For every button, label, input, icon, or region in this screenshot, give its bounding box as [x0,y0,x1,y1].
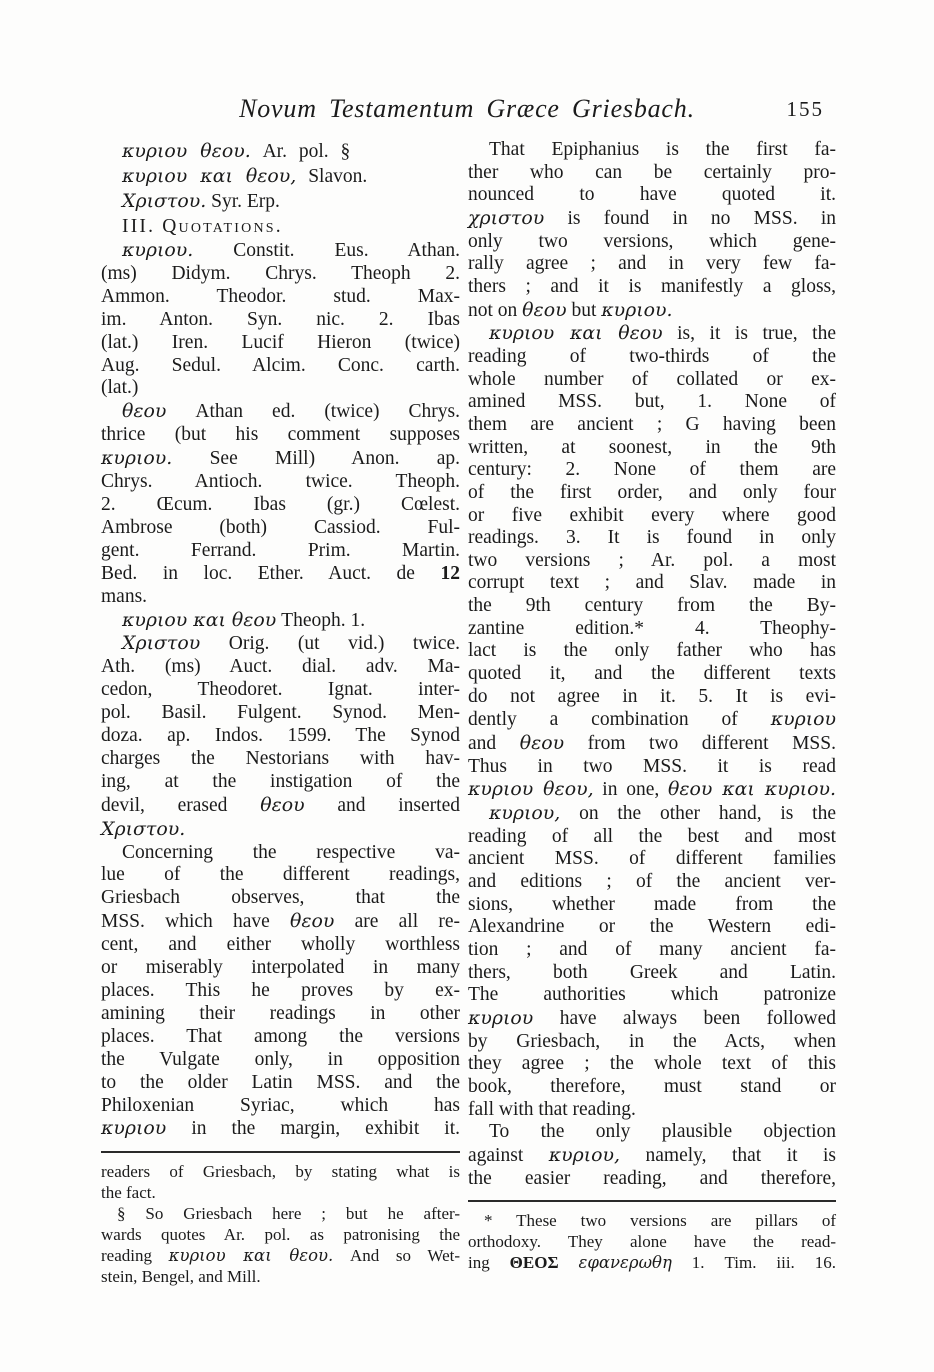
greek-text: κυριου και θεου [122,608,277,631]
text-line [101,447,460,471]
text-line [468,276,836,299]
text-line [101,957,460,980]
text-line [101,1203,460,1224]
text-line [101,494,460,517]
text-segment: nounced to have quoted it. [468,184,836,206]
text-line [101,842,460,865]
text-segment: thrice (but his comment supposes [101,424,460,446]
page-number: 155 [786,97,824,121]
paragraph-block [101,139,460,239]
text-line [468,322,836,346]
text-line [101,632,460,656]
text-segment: is, it is true, the [662,323,836,345]
text-line [101,214,460,239]
text-segment: Orig. (ut vid.) twice. [200,633,460,655]
text-segment: lue of the different readings, [101,864,460,886]
text-segment: against [468,1144,549,1166]
greek-text: θεου [290,910,335,933]
text-segment: 2. Œcum. Ibas (gr.) Cœlest. [101,493,460,515]
text-line [101,1182,460,1203]
greek-text: κυριου θεου. [122,140,251,162]
text-segment: from two different MSS. [564,733,837,755]
text-line [468,207,836,231]
text-segment: pol. Basil. Fulgent. Synod. Men- [101,702,460,724]
text-line [101,679,460,702]
text-segment: them are ancient ; G having been [468,413,836,435]
text-segment: they agree ; the whole text of this [468,1053,836,1075]
paragraph-block [101,609,460,633]
greek-text: θεου [519,732,565,755]
text-line [468,1031,836,1054]
text-segment: do not agree in it. 5. It is evi- [468,685,836,707]
text-segment: Ar. pol. § [250,141,351,162]
text-line [101,1161,460,1182]
text-segment: and editions ; of the ancient ver- [468,871,836,892]
greek-text: Χριστου [122,632,201,655]
paragraph-block [468,322,836,802]
text-segment: amined MSS. but, 1. None of [468,391,836,413]
text-line [468,916,836,939]
text-segment: reading [101,1246,169,1266]
text-segment: devil, erased [101,794,261,816]
paragraph-block [468,802,836,1121]
text-segment: sions, whether made from the [468,893,836,915]
text-line [101,1117,460,1141]
text-segment: readers of Griesbach, by stating what is [101,1162,460,1182]
text-segment: the fact. [101,1183,156,1203]
text-segment: doza. ap. Indos. 1599. The Synod [101,725,460,747]
text-line [468,984,836,1007]
text-segment: Alexandrine or the Western edi- [468,916,836,938]
text-line [468,894,836,917]
text-segment: the easier reading, and therefore, [468,1167,836,1189]
footnote-block [101,1161,460,1287]
text-segment: but [566,299,602,321]
text-line [101,263,460,286]
greek-text: κυριου και θεου, [122,165,297,187]
text-segment: have always been followed [533,1007,836,1029]
text-segment: Bed. in loc. Ether. Auct. de [101,562,441,584]
text-segment: The authorities which patronize [468,984,836,1006]
text-segment: Ambrose (both) Cassiod. Ful- [101,516,460,538]
text-segment: lact is the only father who has [468,640,836,662]
text-line [468,1007,836,1031]
text-line [101,1003,460,1026]
greek-text: εφανερωθη [578,1253,672,1273]
text-line [101,377,460,400]
text-segment: thers, both Greek and Latin. [468,961,836,983]
text-line [468,802,836,826]
text-line [101,934,460,957]
text-line [468,1252,836,1273]
text-segment: and [468,733,520,755]
text-segment: reading of two-thirds of the [468,345,836,367]
text-segment: corrupt text ; and Slav. made in [468,572,836,594]
text-line [468,1144,836,1168]
text-segment: places. This he proves by ex- [101,980,460,1001]
text-line [101,1049,460,1072]
text-line [101,189,460,214]
greek-text: κυριου και θεου. [168,1246,334,1266]
text-segment: Philoxenian Syriac, which has [101,1094,460,1116]
text-line [101,332,460,355]
text-line [468,640,836,663]
text-line [101,864,460,887]
text-segment: the Vulgate only, in opposition [101,1048,460,1070]
text-segment: And so Wet- [333,1246,460,1266]
text-segment: ancient MSS. of different families [468,848,836,870]
text-line [101,424,460,447]
text-segment: To the only plausible objection [489,1121,836,1143]
text-line [468,1210,836,1231]
text-segment: (lat.) [101,377,139,399]
text-segment: are all re- [334,911,460,933]
text-line [468,962,836,985]
text-segment: Ammon. Theodor. stud. Max- [101,285,460,307]
text-segment: ing [468,1253,510,1273]
text-line [101,239,460,263]
text-segment: III. Quotations. [122,216,283,237]
text-segment: MSS. which have [101,911,291,933]
text-line [468,686,836,709]
greek-text: κυριου. [101,447,173,470]
text-line [468,299,836,323]
greek-text: χριστου [468,206,545,229]
text-segment: rally agree ; and in very few fa- [468,253,836,275]
text-segment: cent, and either wholly worthless [101,934,460,956]
text-line [101,586,460,609]
text-line [101,771,460,794]
text-segment: Griesbach observes, that the [101,887,460,909]
text-line [468,437,836,460]
text-segment: § So Griesbach here ; but he after- [117,1204,460,1224]
page-header-title: Novum Testamentum Græce Griesbach. [239,94,695,123]
text-line [101,725,460,748]
greek-text: θεου και κυριου. [667,778,837,801]
text-segment: Athan ed. (twice) Chrys. [166,401,460,423]
text-segment: Theoph. 1. [276,609,366,631]
paragraph-block [101,239,460,400]
text-line [468,1053,836,1076]
text-line [101,563,460,586]
text-line [101,286,460,309]
text-line [101,1026,460,1049]
text-line [101,1072,460,1095]
text-segment: (lat.) Iren. Lucif Hieron (twice) [101,331,460,353]
text-segment: or miserably interpolated in many [101,957,460,979]
paragraph-block [101,842,460,1142]
text-segment: stein, Bengel, and Mill. [101,1267,261,1287]
text-line [468,663,836,686]
greek-text: κυριου [468,1006,534,1029]
text-line [101,794,460,818]
greek-text: κυριου, [489,802,561,825]
text-line [468,139,836,162]
text-line [468,1099,836,1122]
text-segment: Thus in two MSS. it is read [468,755,836,777]
greek-text: κυριου [101,1117,167,1140]
text-line [101,517,460,540]
text-line [101,748,460,771]
text-line [468,505,836,528]
paragraph-block [101,632,460,841]
text-segment: * These two versions are pillars of [484,1211,836,1231]
text-line [468,162,836,185]
greek-text: κυριου, [548,1143,621,1166]
text-line [101,609,460,633]
text-line [468,550,836,573]
text-line [468,391,836,414]
text-segment: only two versions, which gene- [468,230,836,252]
text-line [101,818,460,842]
text-segment: Chrys. Antioch. twice. Theoph. [101,471,460,493]
text-segment: fall with that reading. [468,1098,636,1120]
text-segment: Slavon. [296,166,368,187]
text-segment: in the margin, exhibit it. [166,1118,460,1140]
text-segment: in one, [593,779,668,801]
text-segment: amining their readings in other [101,1002,460,1024]
text-segment: zantine edition.* 4. Theophy- [468,617,836,639]
text-segment: century: 2. None of them are [468,459,836,481]
text-segment: the 9th century from the By- [468,595,836,617]
text-segment: two versions ; Ar. pol. a most [468,549,836,571]
text-segment: Constit. Eus. Athan. [193,240,460,261]
greek-text: κυριου και θεου [489,322,663,345]
left-column [101,139,460,1287]
text-segment: That Epiphanius is the first fa- [489,139,836,160]
text-segment: orthodoxy. They alone have the read- [468,1232,836,1252]
text-segment: on the other hand, is the [560,803,836,825]
text-segment: 1. Tim. iii. 16. [671,1253,836,1273]
footnote-separator [101,1151,460,1153]
text-segment: Ath. (ms) Auct. dial. adv. Ma- [101,656,460,678]
text-line [101,702,460,725]
text-line [468,459,836,482]
text-line [468,253,836,276]
greek-text: κυριου θεου, [468,778,594,801]
text-segment: not on [468,299,523,321]
text-line [468,778,836,802]
text-line [101,910,460,934]
greek-text: κυριου. [601,298,673,321]
text-line [468,231,836,254]
text-segment: Concerning the respective va- [122,841,460,863]
text-segment: (ms) Didym. Chrys. Theoph 2. [101,262,460,284]
text-segment: by Griesbach, in the Acts, when [468,1030,836,1052]
greek-text: θεου [260,793,305,816]
greek-text: κυριου [770,708,836,731]
text-line [468,1121,836,1144]
footnote-separator [468,1200,836,1202]
text-segment: im. Anton. Syn. nic. 2. Ibas [101,308,460,330]
paragraph-block [101,400,460,608]
text-segment: ΘΕΟΣ [509,1253,579,1273]
text-line [468,708,836,732]
text-line [101,355,460,378]
text-line [468,482,836,505]
text-line [468,732,836,756]
text-line [468,1076,836,1099]
greek-text: Χριστου. [101,817,186,840]
text-segment: places. That among the versions [101,1025,460,1047]
text-segment: thers ; and it is manifestly a gloss, [468,275,836,297]
text-segment: readings. 3. It is found in only [468,527,836,549]
text-segment: Syr. Erp. [206,191,280,212]
text-segment: is found in no MSS. in [544,207,836,229]
text-line [468,826,836,849]
text-segment: dently a combination of [468,709,771,731]
text-line [468,871,836,894]
text-segment: book, therefore, must stand or [468,1075,836,1097]
text-line [468,346,836,369]
text-segment: Aug. Sedul. Alcim. Conc. carth. [101,354,460,376]
text-line [468,618,836,641]
paragraph-block [468,139,836,322]
text-segment: mans. [101,585,148,607]
text-segment: wards quotes Ar. pol. as patronising the [101,1225,460,1245]
text-line [101,471,460,494]
text-segment: and inserted [304,794,460,816]
text-segment: of the first order, and only four [468,481,836,503]
greek-text: κυριου. [122,239,194,261]
text-line [101,309,460,332]
text-line [468,1168,836,1191]
footnote-block [468,1210,836,1273]
paragraph-block [468,1121,836,1190]
text-segment: to the older Latin MSS. and the [101,1071,460,1093]
greek-text: Χριστου. [122,190,207,212]
text-segment: quoted it, and the different texts [468,663,836,685]
text-line [468,756,836,779]
text-line [101,1095,460,1118]
text-line [468,414,836,437]
text-line [468,527,836,550]
text-line [101,887,460,910]
text-line [468,595,836,618]
text-line [101,1245,460,1266]
text-segment: namely, that it is [620,1144,837,1166]
text-segment: cedon, Theodoret. Ignat. inter- [101,679,460,701]
greek-text: θεου [122,400,167,423]
text-segment: See Mill) Anon. ap. [172,448,460,470]
text-line [101,656,460,679]
text-line [101,980,460,1003]
text-segment: ing, at the instigation of the [101,770,460,792]
text-segment: whole number of collated or ex- [468,368,836,390]
right-column [468,139,836,1273]
text-line [101,540,460,563]
text-line [101,400,460,424]
text-line [101,164,460,189]
text-segment: or five exhibit every where good [468,504,836,526]
greek-text: θεου [522,298,567,321]
text-line [101,1224,460,1245]
text-line [468,572,836,595]
text-segment: gent. Ferrand. Prim. Martin. [101,539,460,561]
text-line [468,184,836,207]
text-line [101,139,460,164]
text-line [468,939,836,962]
text-segment: ther who can be certainly pro- [468,161,836,183]
text-line [468,1231,836,1252]
text-line [468,369,836,392]
text-segment: reading of all the best and most [468,825,836,847]
text-segment: charges the Nestorians with hav- [101,747,460,769]
text-line [101,1266,460,1287]
text-segment: tion ; and of many ancient fa- [468,938,836,960]
text-segment: written, at soonest, in the 9th [468,436,836,458]
text-line [468,848,836,871]
text-segment: 12 [440,562,460,584]
